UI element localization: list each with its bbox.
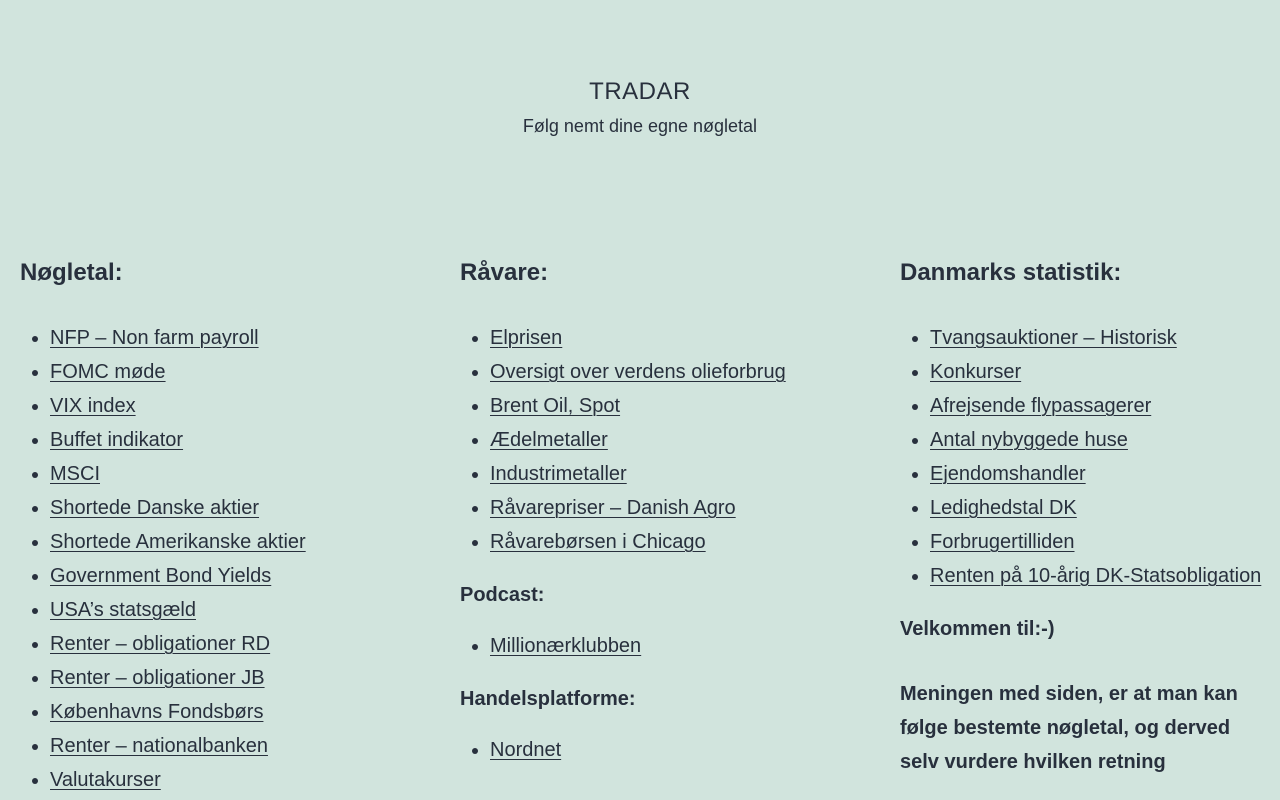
list-item bbox=[930, 525, 1270, 559]
list-item bbox=[490, 733, 880, 767]
list-item bbox=[50, 457, 440, 491]
list-item bbox=[50, 627, 440, 661]
link-danish-agro[interactable]: Råvarepriser – Danish Agro bbox=[490, 497, 736, 519]
list-item bbox=[930, 389, 1270, 423]
welcome-text: Velkommen til:-) bbox=[900, 618, 1055, 640]
heading-podcast: Podcast: bbox=[460, 584, 545, 606]
link-statsobligation[interactable]: Renten på 10-årig DK-Statsobligation bbox=[930, 565, 1262, 587]
list-item bbox=[50, 423, 440, 457]
list-item bbox=[490, 423, 880, 457]
list-danmarks-statistik bbox=[900, 321, 1270, 593]
intro-text: Meningen med siden, er at man kan følge bestemte nøgletal, og derved selv vurdere hvilken retning bbox=[900, 683, 1238, 773]
link-olieforbrug[interactable]: Oversigt over verdens olieforbrug bbox=[490, 361, 786, 383]
list-item bbox=[490, 321, 880, 355]
list-item bbox=[490, 629, 880, 663]
link-konkurser[interactable]: Konkurser bbox=[930, 361, 1022, 383]
list-item bbox=[490, 457, 880, 491]
link-chicago[interactable]: Råvarebørsen i Chicago bbox=[490, 531, 706, 553]
list-item bbox=[490, 389, 880, 423]
list-item bbox=[50, 661, 440, 695]
list-item bbox=[50, 389, 440, 423]
list-item bbox=[930, 321, 1270, 355]
list-item bbox=[50, 763, 440, 797]
list-item bbox=[490, 525, 880, 559]
heading-handelsplatforme: Handelsplatforme: bbox=[460, 688, 636, 710]
list-podcast bbox=[460, 629, 880, 663]
list-item bbox=[490, 491, 880, 525]
link-bond-yields[interactable]: Government Bond Yields bbox=[50, 565, 272, 587]
list-raavare bbox=[460, 321, 880, 559]
link-shorted-dk[interactable]: Shortede Danske aktier bbox=[50, 497, 260, 519]
column-noegletal bbox=[20, 258, 440, 797]
list-item bbox=[930, 423, 1270, 457]
list-item bbox=[50, 559, 440, 593]
link-tvangsauktioner[interactable]: Tvangsauktioner – Historisk bbox=[930, 327, 1177, 349]
column-danmarks-statistik bbox=[900, 258, 1270, 779]
heading-noegletal: Nøgletal: bbox=[20, 259, 123, 286]
list-item bbox=[930, 559, 1270, 593]
list-item bbox=[930, 355, 1270, 389]
list-item bbox=[930, 491, 1270, 525]
link-nordnet[interactable]: Nordnet bbox=[490, 739, 562, 761]
list-item bbox=[50, 525, 440, 559]
link-valutakurser[interactable]: Valutakurser bbox=[50, 769, 161, 791]
link-renter-rd[interactable]: Renter – obligationer RD bbox=[50, 633, 271, 655]
link-renter-jb[interactable]: Renter – obligationer JB bbox=[50, 667, 265, 689]
link-elprisen[interactable]: Elprisen bbox=[490, 327, 563, 349]
link-brent-oil[interactable]: Brent Oil, Spot bbox=[490, 395, 621, 417]
link-usa-debt[interactable]: USA’s statsgæld bbox=[50, 599, 196, 621]
link-kbh-fondsboers[interactable]: Københavns Fondsbørs bbox=[50, 701, 264, 723]
site-header bbox=[0, 0, 1280, 137]
link-aedelmetaller[interactable]: Ædelmetaller bbox=[490, 429, 608, 451]
link-industrimetaller[interactable]: Industrimetaller bbox=[490, 463, 627, 485]
link-shorted-us[interactable]: Shortede Amerikanske aktier bbox=[50, 531, 306, 553]
link-msci[interactable]: MSCI bbox=[50, 463, 100, 485]
link-nybyggede-huse[interactable]: Antal nybyggede huse bbox=[930, 429, 1128, 451]
list-item bbox=[50, 321, 440, 355]
link-buffet[interactable]: Buffet indikator bbox=[50, 429, 184, 451]
link-ledighedstal[interactable]: Ledighedstal DK bbox=[930, 497, 1077, 519]
column-raavare bbox=[460, 258, 880, 767]
list-item bbox=[50, 491, 440, 525]
list-noegletal bbox=[20, 321, 440, 797]
link-nationalbanken[interactable]: Renter – nationalbanken bbox=[50, 735, 268, 757]
link-ejendomshandler[interactable]: Ejendomshandler bbox=[930, 463, 1086, 485]
link-nfp[interactable]: NFP – Non farm payroll bbox=[50, 327, 259, 349]
link-vix[interactable]: VIX index bbox=[50, 395, 136, 417]
link-forbrugertilliden[interactable]: Forbrugertilliden bbox=[930, 531, 1075, 553]
list-item bbox=[50, 355, 440, 389]
heading-raavare: Råvare: bbox=[460, 259, 549, 286]
link-fomc[interactable]: FOMC møde bbox=[50, 361, 166, 383]
list-item bbox=[50, 695, 440, 729]
list-item bbox=[490, 355, 880, 389]
link-millionaerklubben[interactable]: Millionærklubben bbox=[490, 635, 642, 657]
link-flypassagerer[interactable]: Afrejsende flypassagerer bbox=[930, 395, 1152, 417]
heading-danmarks-statistik: Danmarks statistik: bbox=[900, 259, 1122, 286]
site-title[interactable]: TRADAR bbox=[589, 78, 691, 105]
list-item bbox=[50, 593, 440, 627]
list-item bbox=[50, 729, 440, 763]
list-item bbox=[930, 457, 1270, 491]
list-handelsplatforme bbox=[460, 733, 880, 767]
site-description: Følg nemt dine egne nøgletal bbox=[522, 116, 758, 136]
